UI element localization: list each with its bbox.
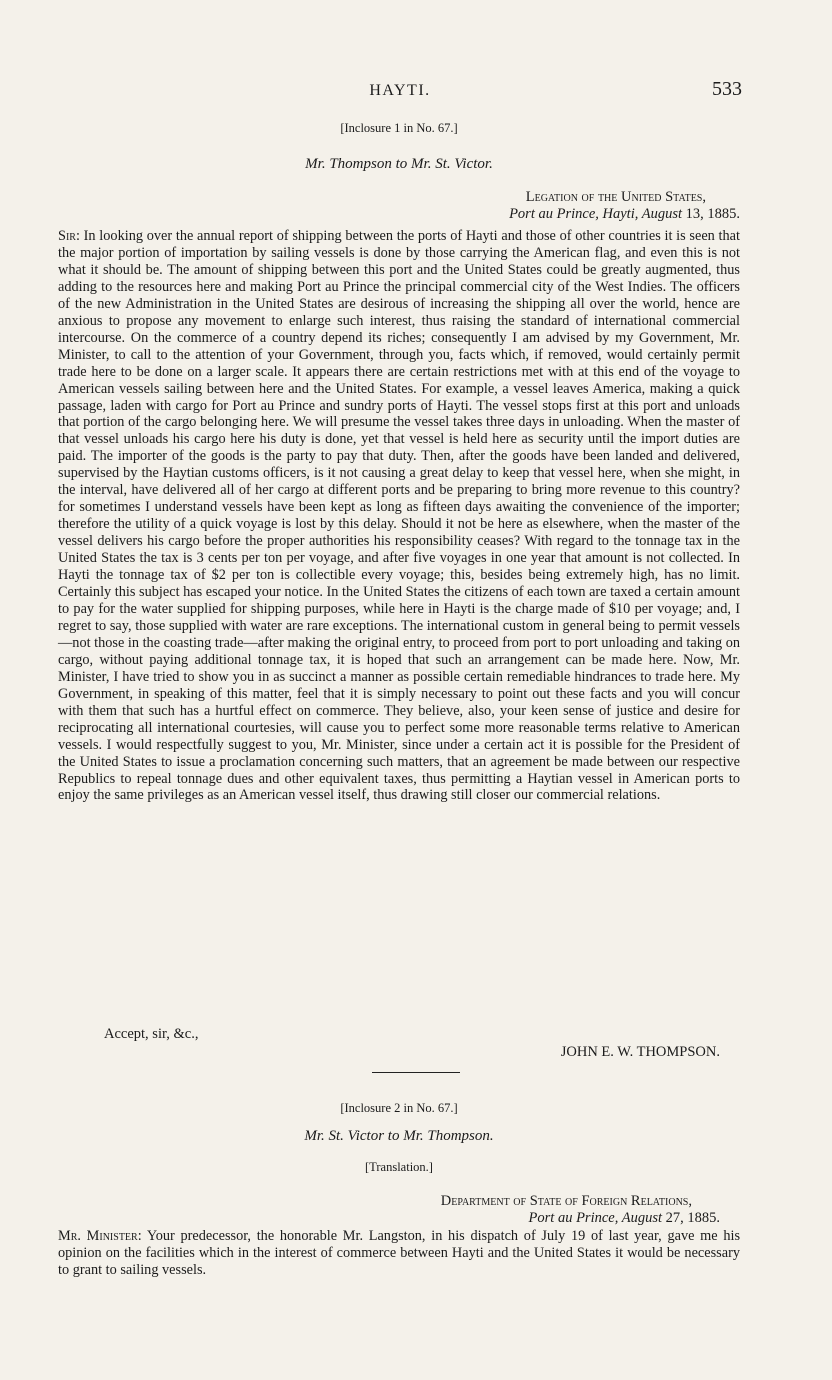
section-divider: [372, 1072, 460, 1073]
letter-2-address-date: 27, 1885.: [662, 1210, 720, 1226]
letter-1-salutation: Sir:: [58, 228, 80, 244]
letter-1-signature: JOHN E. W. THOMPSON.: [560, 1044, 720, 1060]
inclosure-1-label: [Inclosure 1 in No. 67.]: [340, 121, 458, 135]
letter-1-body-text: In looking over the annual report of shipping between the ports of Hayti and those of other countries it is seen that the major portion of importation by sailing vessels is done by those carrying the American flag, and even this is not what it should be. The amount of shipping between this port and the United States could be greatly augmented, thus adding to the resources here and making Port au Prince the principal commercial city of the West Indies. The officers of the new Administration in the United States are desirous of increasing the shipping all over the world, hence are anxious to propose any movement to enlarge such interest, thus raising the standard of international commercial intercourse. On the commerce of a country depend its riches; consequently I am advised by my Government, Mr. Minister, to call to the attention of your Government, through you, facts which, if removed, would certainly permit trade here to be done on a larger scale. It appears there are certain restrictions met with at this end of the voyage to American vessels sailing between here and the United States. For example, a vessel leaves America, making a quick passage, laden with cargo for Port au Prince and sundry ports of Hayti. The vessel stops first at this port and unloads that portion of the cargo belonging here. We will presume the vessel takes three days in unloading. When the master of that vessel unloads his cargo here his duty is done, yet that vessel is held here as security until the import duties are paid. The importer of the goods is the party to pay that duty. Then, after the goods have been landed and delivered, supervised by the Haytian customs officers, is it not causing a great delay to keep that vessel here, when she might, in the interval, have delivered all of her cargo at different ports and be preparing to bring more revenue to this country? for sometimes I understand vessels have been kept as long as fifteen days awaiting the convenience of the importer; therefore the utility of a quick voyage is lost by this delay. Should it not be here as elsewhere, when the master of the vessel delivers his cargo before the proper authorities his responsibility ceases? With regard to the tonnage tax in the United States the tax is 3 cents per ton per voyage, and after five voyages in one year that amount is not collected. In Hayti the tonnage tax of $2 per ton is collectible every voyage; this, besides being extremely high, has no limit. Certainly this subject has escaped your notice. In the United States the citizens of each town are taxed a certain amount to pay for the water supplied for shipping purposes, while here in Hayti is the charge made of $10 per voyage; and, I regret to say, those supplied with water are rare exceptions. The international custom in general being to permit vessels—not those in the coasting trade—after making the original entry, to proceed from port to port unloading and taking on cargo, without paying additional tonnage tax, it is hoped that such an arrangement can be made here. Now, Mr. Minister, I have tried to show you in as succinct a manner as possible certain remediable hindrances to trade here. My Government, in speaking of this matter, feel that it is simply necessary to point out these facts and you will concur with them that such has a hurtful effect on commerce. They believe, also, your keen sense of justice and desire for reciprocating all international courtesies, will cause you to perfect some more reasonable terms relative to American vessels. I would respectfully suggest to you, Mr. Minister, since under a certain act it is possible for the President of the United States to issue a proclamation concerning such matters, that an agreement be made between our respective Republics to repeal tonnage dues and other equivalent taxes, thus permitting a Haytian vessel in American ports to enjoy the same privileges as an American vessel itself, thus drawing still closer our commercial relations.: [58, 228, 740, 804]
running-header: [58, 78, 742, 104]
running-title: HAYTI.: [369, 82, 431, 99]
letter-1-address-place: Port au Prince, Hayti, August: [509, 206, 682, 222]
letter-2-heading: Mr. St. Victor to Mr. Thompson.: [304, 1128, 494, 1144]
page-number: 533: [712, 78, 742, 100]
letter-2-body-text: Your predecessor, the honorable Mr. Langston, in his dispatch of July 19 of last year, gave me his opinion on the facilities which in the interest of commerce between Hayti and the United States it would be necessary to grant to sailing vessels.: [58, 1228, 741, 1278]
letter-1-closing: Accept, sir, &c.,: [104, 1026, 199, 1042]
translation-label: [Translation.]: [365, 1160, 433, 1174]
letter-1-address-line1: Legation of the United States,: [525, 189, 706, 205]
letter-2-address: [58, 1193, 740, 1227]
letter-1-address-date: 13, 1885.: [682, 206, 740, 222]
letter-1-address: [58, 189, 740, 223]
letter-2-address-line1: Department of State of Foreign Relations,: [440, 1193, 692, 1209]
letter-2-address-line2: [58, 1210, 740, 1227]
letter-1-heading: Mr. Thompson to Mr. St. Victor.: [305, 156, 493, 172]
inclosure-2-label: [Inclosure 2 in No. 67.]: [340, 1101, 458, 1115]
letter-2-body: [58, 1228, 740, 1279]
letter-1-address-line2: [58, 206, 740, 223]
letter-2-address-place: Port au Prince, August: [528, 1210, 662, 1226]
letter-1-body: [58, 228, 740, 804]
letter-2-salutation: Mr. Minister:: [58, 1228, 142, 1244]
